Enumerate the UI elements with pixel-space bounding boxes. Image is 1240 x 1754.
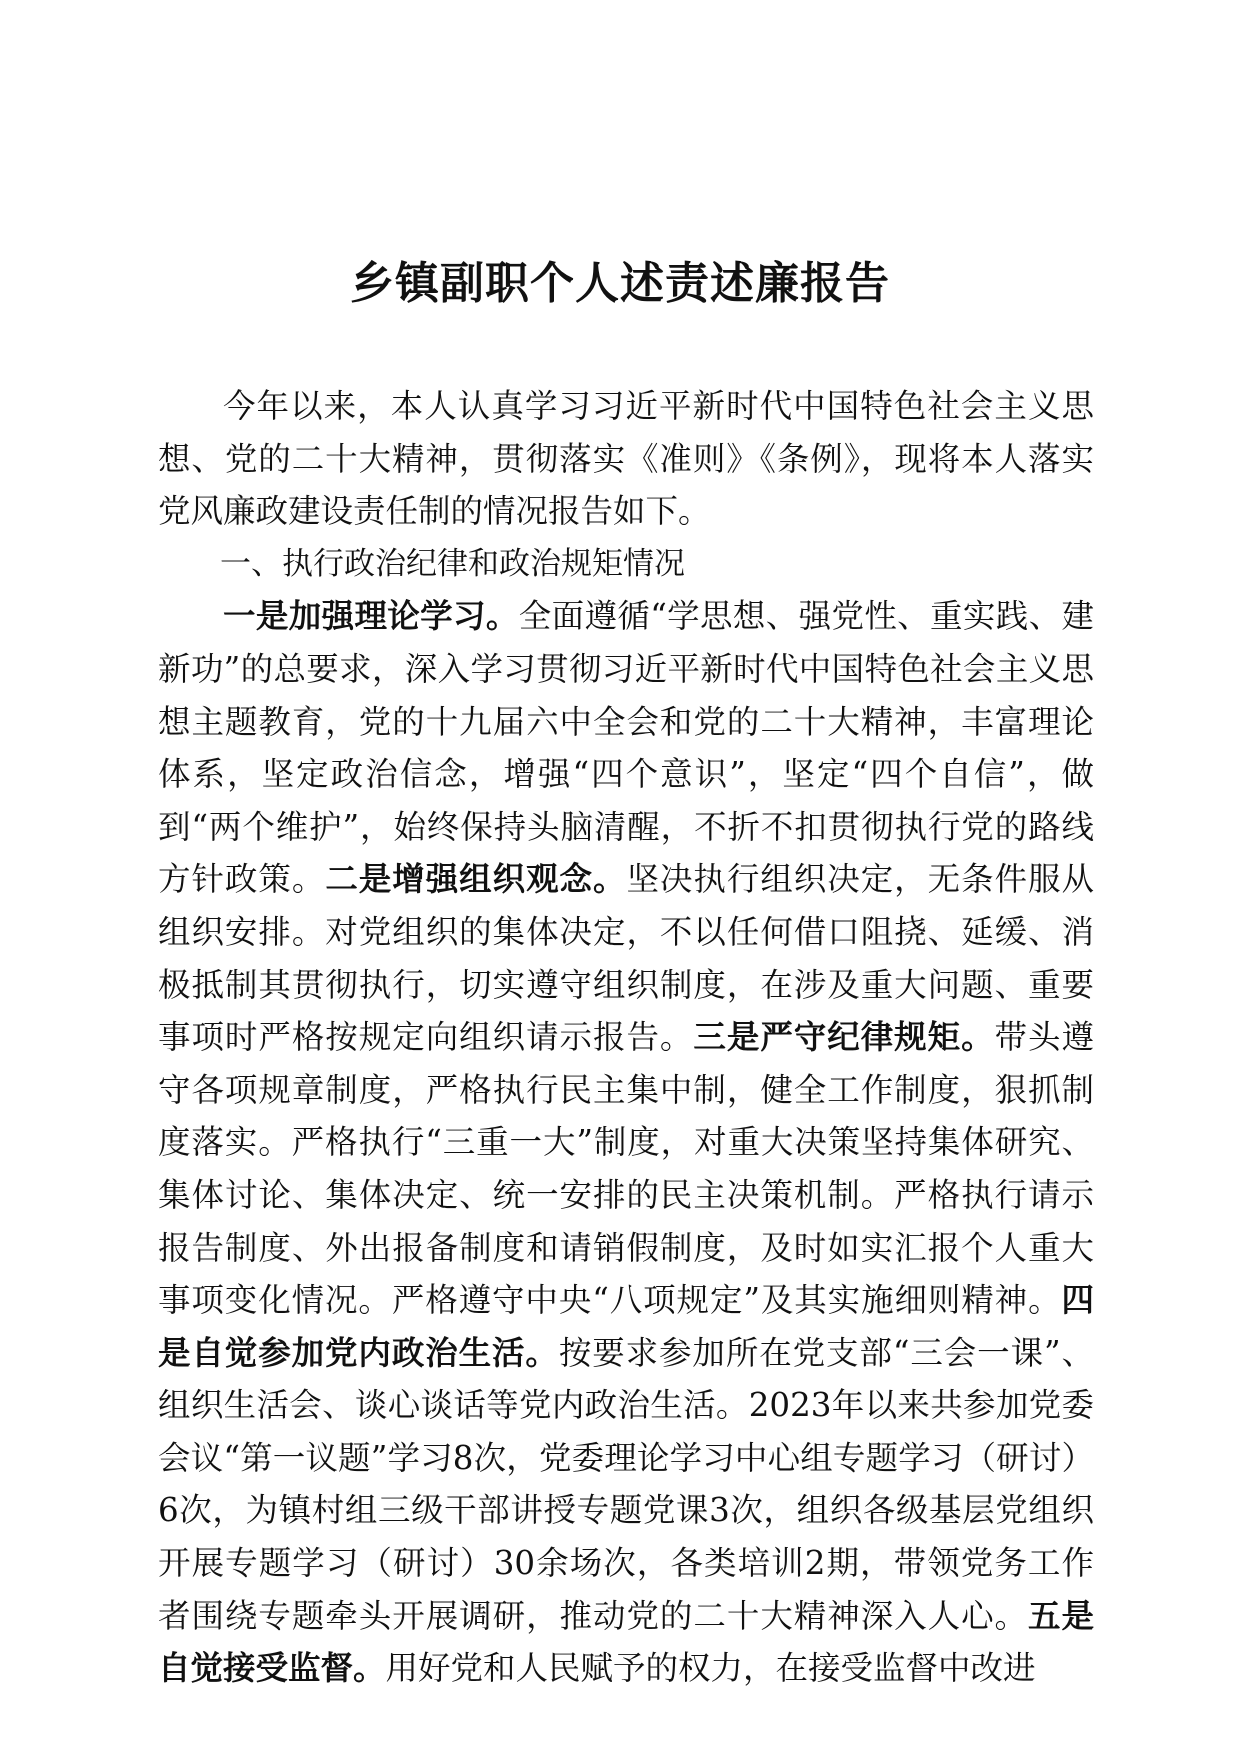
lead-phrase: 二是增强组织观念。 bbox=[325, 859, 627, 899]
lead-phrase: 一是加强理论学习。 bbox=[223, 596, 519, 636]
lead-phrase: 五是自觉接受监督。 bbox=[158, 1595, 1094, 1688]
document-body bbox=[158, 380, 1094, 1695]
paragraph-text: 带头遵守各项规章制度，严格执行民主集中制，健全工作制度，狠抓制度落实。严格执行“三重一大”制度，对重大决策坚持集体研究、集体讨论、集体决定、统一安排的民主决策机制。严格执行请示报告制度、外出报备制度和请销假制度，及时如实汇报个人重大事项变化情况。严格遵守中央“八项规定”及其实施细则精神。 bbox=[158, 1018, 1094, 1320]
lead-phrase: 三是严守纪律规矩。 bbox=[693, 1017, 995, 1057]
paragraph-text: 全面遵循“学思想、强党性、重实践、建新功”的总要求，深入学习贯彻习近平新时代中国特色社会主义思想主题教育，党的十九届六中全会和党的二十大精神，丰富理论体系，坚定政治信念，增强“四个意识”，坚定“四个自信”，做到“两个维护”，始终保持头脑清醒，不折不扣贯彻执行党的路线方针政策。 bbox=[158, 597, 1094, 899]
section-paragraph bbox=[158, 590, 1094, 1694]
paragraph-text: 坚决执行组织决定，无条件服从组织安排。对党组织的集体决定，不以任何借口阻挠、延缓、消极抵制其贯彻执行，切实遵守组织制度，在涉及重大问题、重要事项时严格按规定向组织请示报告。 bbox=[158, 860, 1094, 1057]
paragraph-text: 用好党和人民赋予的权力，在接受监督中改进 bbox=[385, 1649, 1036, 1688]
section-heading: 一、执行政治纪律和政治规矩情况 bbox=[220, 545, 685, 582]
paragraph-text: 按要求参加所在党支部“三会一课”、组织生活会、谈心谈话等党内政治生活。2023年以来共参加党委会议“第一议题”学习8次，党委理论学习中心组专题学习（研讨）6次，为镇村组三级干部讲授专题党课3次，组织各级基层党组织开展专题学习（研讨）30余场次，各类培训2期，带领党务工作者围绕专题牵头开展调研，推动党的二十大精神深入人心。 bbox=[158, 1333, 1094, 1635]
intro-paragraph: 今年以来，本人认真学习习近平新时代中国特色社会主义思想、党的二十大精神，贯彻落实《准则》《条例》，现将本人落实党风廉政建设责任制的情况报告如下。 bbox=[158, 387, 1094, 531]
document-title: 乡镇副职个人述责述廉报告 bbox=[350, 258, 890, 309]
lead-phrase: 四是自觉参加党内政治生活。 bbox=[158, 1280, 1094, 1372]
